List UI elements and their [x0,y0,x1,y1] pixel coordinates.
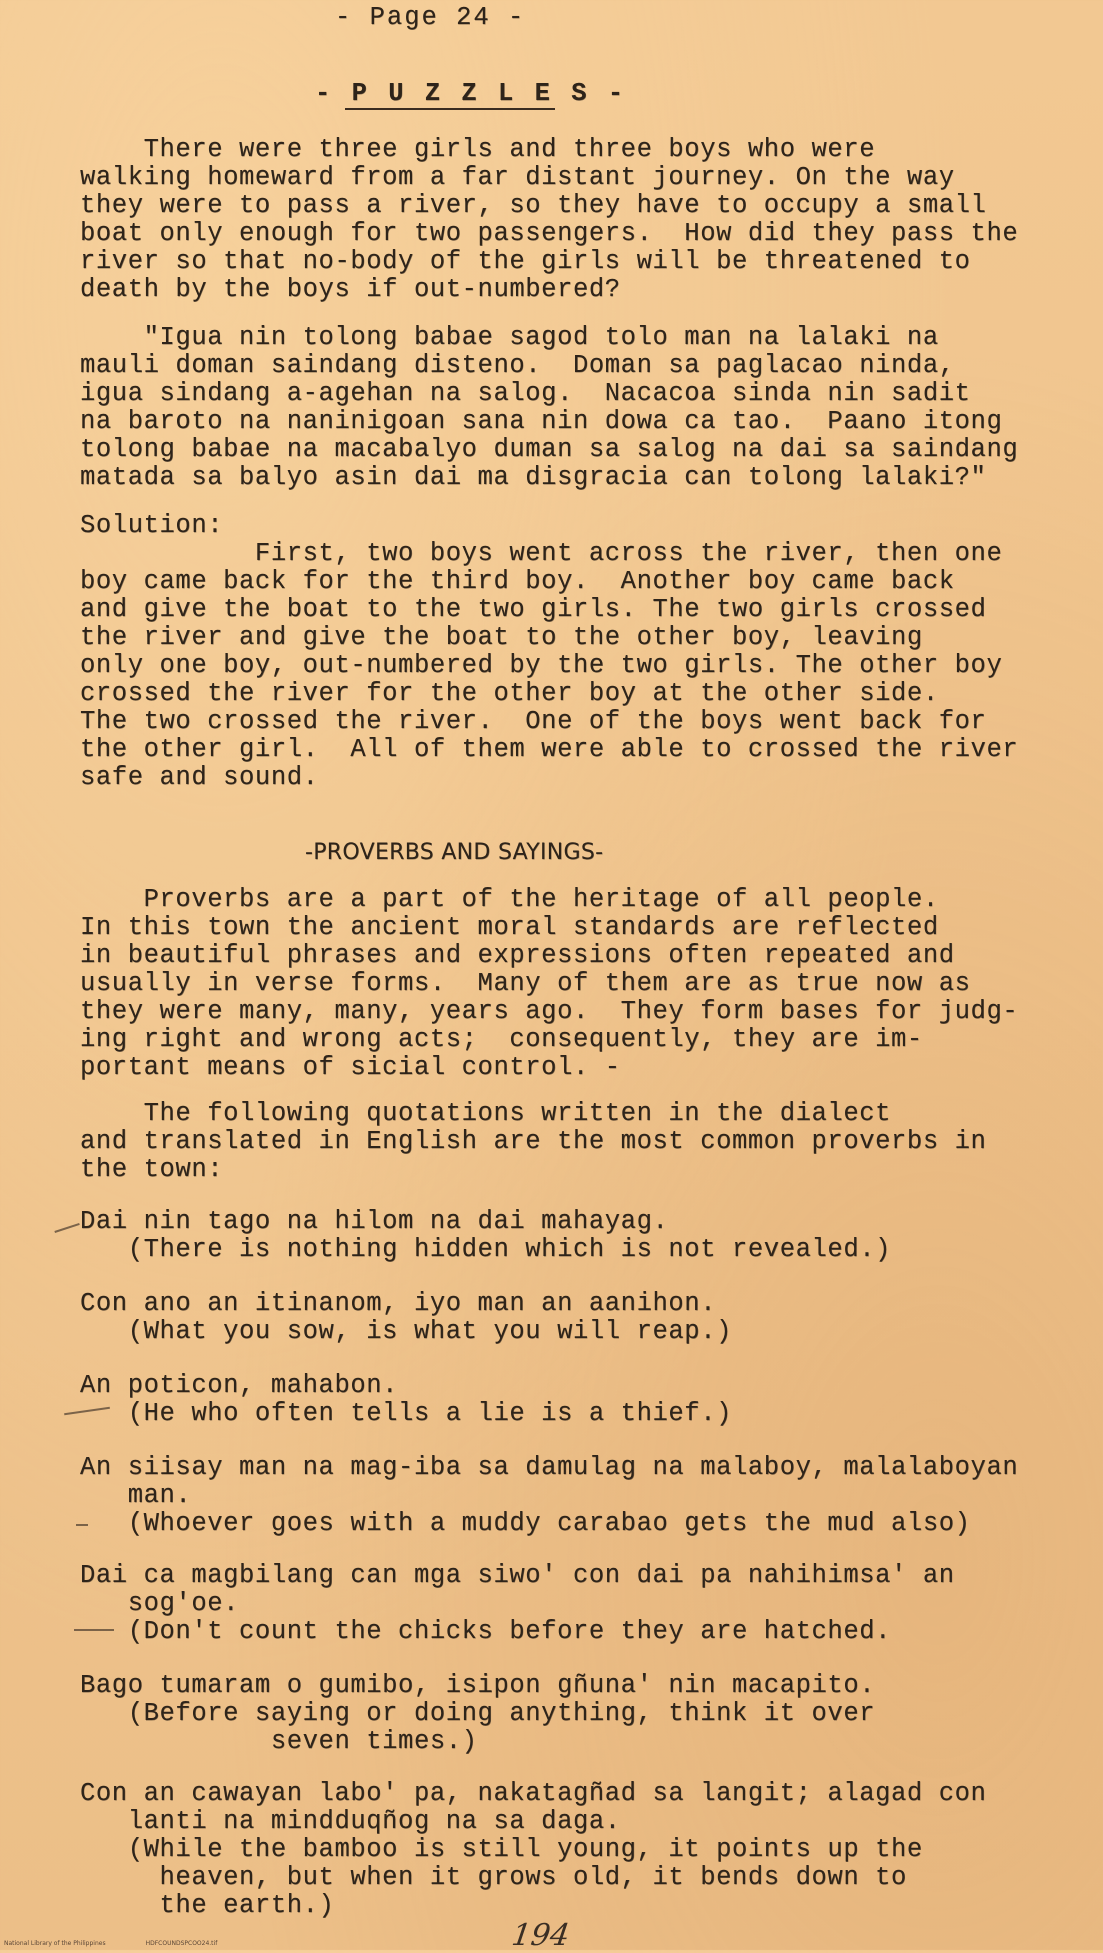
proverbs-intro-line: usually in verse forms. Many of them are as true now as [80,969,971,998]
proverbs-intro-line: they were many, many, years ago. They form bases for judg- [80,997,1019,1026]
puzzle-dialect-line: na baroto na naninigoan sana nin dowa ca tao. Paano itong [80,407,1003,436]
handwritten-page-number: 194 [509,1918,572,1953]
proverb-english: (Before saying or doing anything, think it over [80,1699,876,1728]
proverbs-intro-line: portant means of sicial control. - [80,1053,621,1082]
proverbs-intro-line: ing right and wrong acts; consequently, they are im- [80,1025,923,1054]
proverb-dialect: Dai nin tago na hilom na dai mahayag. [80,1207,669,1236]
page-header: - Page 24 - [335,3,526,32]
proverbs-intro2-line: and translated in English are the most common proverbs in [80,1127,987,1156]
proverbs-intro-line: In this town the ancient moral standards are reflected [80,913,939,942]
solution-line: boy came back for the third boy. Another boy came back [80,567,955,596]
puzzle-dialect-line: tolong babae na macabalyo duman sa salog na dai sa saindang [80,435,1019,464]
puzzle-line: walking homeward from a far distant journey. On the way [80,163,955,192]
solution-line: and give the boat to the two girls. The two girls crossed [80,595,987,624]
proverb-english: seven times.) [80,1727,478,1756]
proverb-dialect: sog'oe. [80,1589,240,1618]
puzzles-title: - P U Z Z L E S - [315,79,627,108]
proverbs-intro-line: in beautiful phrases and expressions often repeated and [80,941,955,970]
puzzle-line: boat only enough for two passengers. How did they pass the [80,219,1019,248]
proverb-english: (What you sow, is what you will reap.) [80,1317,733,1346]
puzzle-line: they were to pass a river, so they have to occupy a small [80,191,987,220]
solution-label: Solution: [80,511,224,540]
proverb-english: (He who often tells a lie is a thief.) [80,1399,733,1428]
solution-line: the other girl. All of them were able to crossed the river [80,735,1019,764]
footer-source: National Library of the Philippines [4,1940,106,1947]
proverb-english: heaven, but when it grows old, it bends down to [80,1863,907,1892]
puzzle-dialect-line: "Igua nin tolong babae sagod tolo man na lalaki na [80,323,939,352]
puzzle-line: river so that no-body of the girls will be threatened to [80,247,971,276]
solution-line: safe and sound. [80,763,319,792]
proverbs-intro2-line: the town: [80,1155,224,1184]
puzzle-line: death by the boys if out-numbered? [80,275,621,304]
proverb-dialect: An siisay man na mag-iba sa damulag na malaboy, malalaboyan [80,1453,1019,1482]
solution-line: only one boy, out-numbered by the two girls. The other boy [80,651,1003,680]
proverbs-title: -PROVERBS AND SAYINGS- [305,840,604,865]
margin-mark [54,1223,79,1232]
solution-line: The two crossed the river. One of the boys went back for [80,707,987,736]
proverb-dialect: lanti na mindduqñog na sa daga. [80,1807,621,1836]
proverb-dialect: Con an cawayan labo' pa, nakatagñad sa langit; alagad con [80,1779,987,1808]
proverb-english: (While the bamboo is still young, it points up the [80,1835,923,1864]
proverb-dialect: An poticon, mahabon. [80,1371,399,1400]
solution-line: crossed the river for the other boy at the other side. [80,679,939,708]
proverb-english: the earth.) [80,1891,335,1920]
proverbs-intro-line: Proverbs are a part of the heritage of all people. [80,885,939,914]
puzzle-dialect-line: matada sa balyo asin dai ma disgracia can tolong lalaki?" [80,463,987,492]
title-underline [345,108,555,110]
proverbs-intro2-line: The following quotations written in the dialect [80,1099,892,1128]
proverb-dialect: Bago tumaram o gumibo, isipon gñuna' nin macapito. [80,1671,876,1700]
puzzle-line: There were three girls and three boys who were [80,135,876,164]
proverb-english: (There is nothing hidden which is not revealed.) [80,1235,892,1264]
proverb-dialect: Con ano an itinanom, iyo man an aanihon. [80,1289,717,1318]
footer-filename: HDFCOUNDSPCOO24.tif [145,1940,218,1947]
scan-footer [4,1940,217,1948]
solution-line: the river and give the boat to the other boy, leaving [80,623,923,652]
puzzle-dialect-line: mauli doman saindang disteno. Doman sa paglacao ninda, [80,351,955,380]
proverb-dialect: Dai ca magbilang can mga siwo' con dai pa nahihimsa' an [80,1561,955,1590]
puzzle-dialect-line: igua sindang a-agehan na salog. Nacacoa sinda nin sadit [80,379,971,408]
proverb-english: (Don't count the chicks before they are hatched. [80,1617,892,1646]
proverb-english: (Whoever goes with a muddy carabao gets the mud also) [80,1509,971,1538]
proverb-dialect: man. [80,1481,192,1510]
solution-line: First, two boys went across the river, then one [80,539,1003,568]
